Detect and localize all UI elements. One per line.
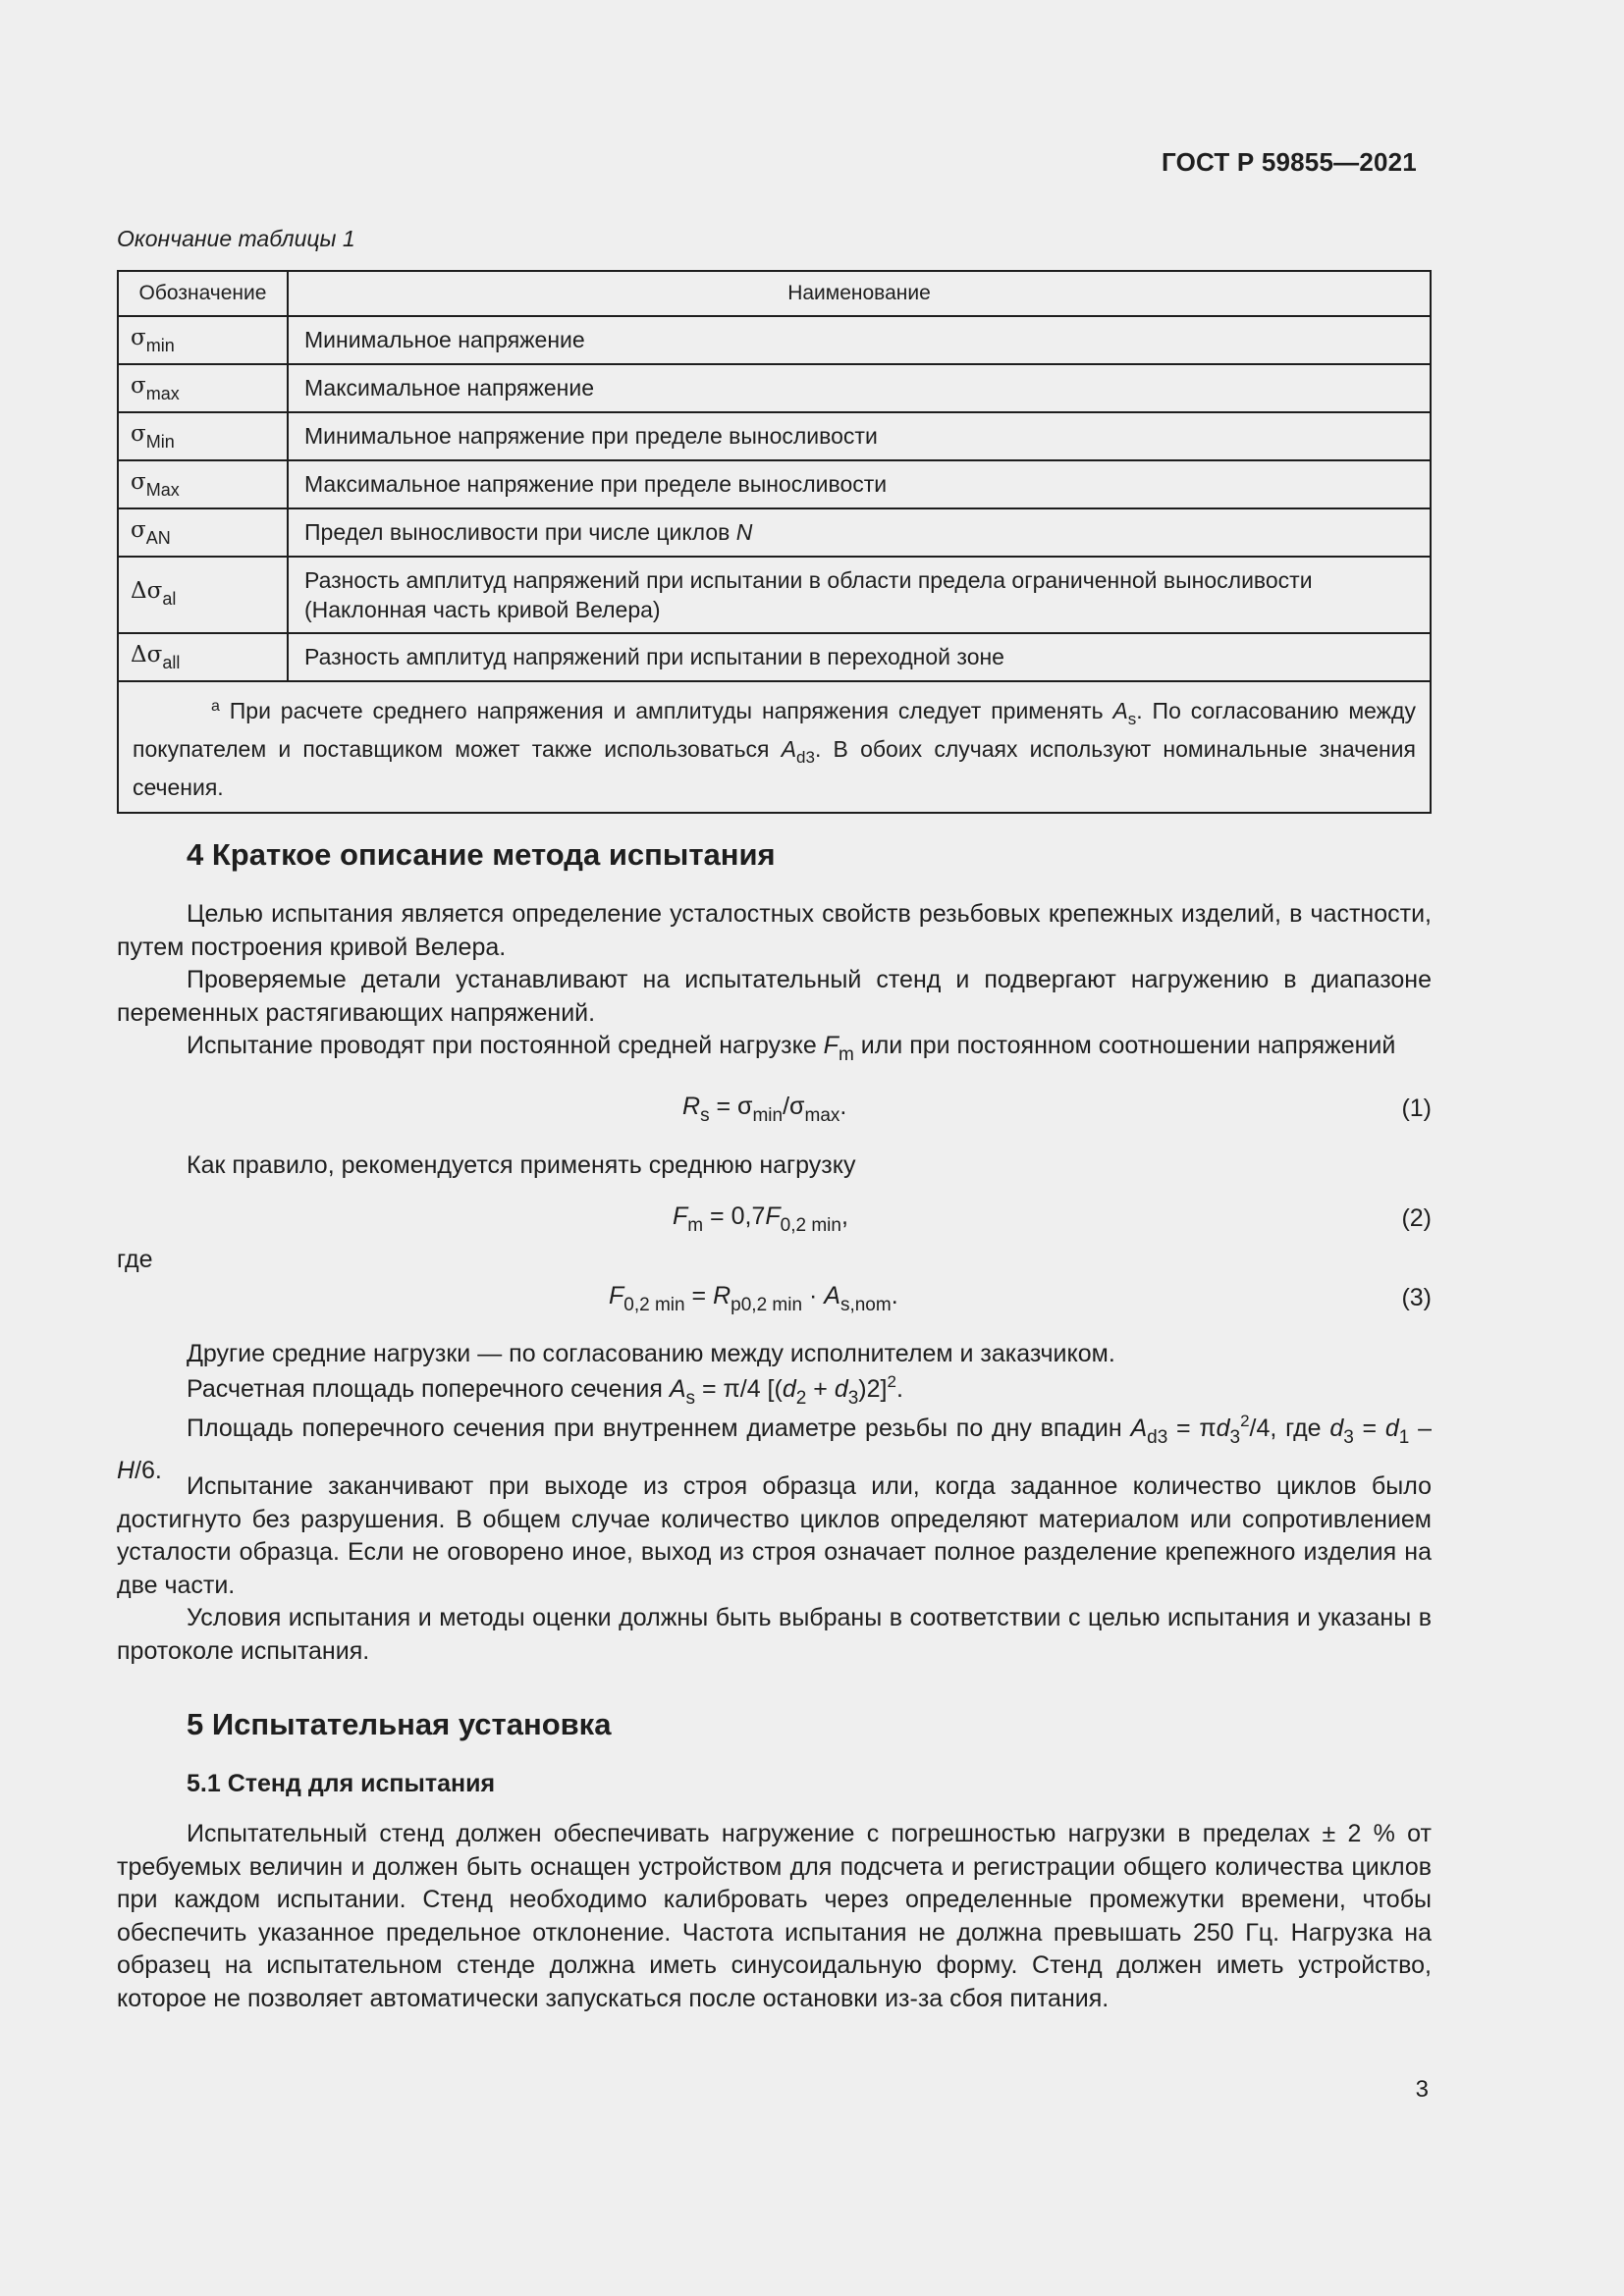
table-footnote: $^a$ При расчете среднего напряжения и амплитуды напряжения следует применять $A_s$. По согласованию между покупателем и поставщиком может также использоваться $A_{d3}$. В обоих случаях используют номинальные значения сечения. (118, 681, 1431, 813)
section-4-title: 4 Краткое описание метода испытания (187, 837, 776, 872)
where-label: где (117, 1246, 153, 1273)
section-4-paragraph-8: Испытание заканчивают при выходе из строя образца или, когда заданное количество циклов было достигнуто без разрушения. В общем случае количество циклов определяют материалом или сопротивлением усталости образца. Если не оговорено иное, выход из строя означает полное разделение крепежного изделия на две части. (117, 1472, 1432, 1599)
section-4-paragraph-3: Испытание проводят при постоянной средней нагрузке $F_m$ или при постоянном соотношении напряжений (187, 1032, 1396, 1065)
symbols-table (117, 270, 1432, 814)
name-cell: Максимальное напряжение (288, 364, 1431, 412)
document-header: ГОСТ Р 59855—2021 (1162, 147, 1417, 177)
table-row (118, 412, 1431, 460)
name-cell: Разность амплитуд напряжений при испытании в переходной зоне (288, 633, 1431, 681)
table-footnote-row (118, 681, 1431, 813)
section-5-1-title: 5.1 Стенд для испытания (187, 1770, 496, 1797)
equation-3: $F_{0,2 min} = R_{p0,2 min} \cdot A_{s,nom}$. (609, 1282, 898, 1315)
column-header-name: Наименование (288, 271, 1431, 316)
equation-3-number: (3) (1401, 1284, 1432, 1311)
table-row (118, 557, 1431, 633)
table-caption: Окончание таблицы 1 (117, 226, 355, 251)
name-cell: Минимальное напряжение (288, 316, 1431, 364)
table-row (118, 364, 1431, 412)
section-4-paragraph-6: Расчетная площадь поперечного сечения $A_s = \pi/4$ $[(d_2 + d_3)2]^2$. (187, 1372, 903, 1409)
symbol-cell: $\sigma_{Min}$ (118, 412, 288, 460)
symbol-cell: $\sigma_{Max}$ (118, 460, 288, 508)
symbol-cell: $\sigma_{min}$ (118, 316, 288, 364)
page-number: 3 (1415, 2076, 1429, 2103)
symbol-cell: $\Delta\sigma_{all}$ (118, 633, 288, 681)
name-cell: Минимальное напряжение при пределе выносливости (288, 412, 1431, 460)
table-row (118, 460, 1431, 508)
section-4-paragraph-2: Проверяемые детали устанавливают на испытательный стенд и подвергают нагружению в диапазоне переменных растягивающих напряжений. (117, 966, 1432, 1027)
equation-1-number: (1) (1401, 1095, 1432, 1122)
table-header-row (118, 271, 1431, 316)
table-row (118, 508, 1431, 557)
symbol-cell: $\sigma_{AN}$ (118, 508, 288, 557)
table-row (118, 316, 1431, 364)
column-header-symbol: Обозначение (118, 271, 288, 316)
equation-2: $F_m = 0,7F_{0,2 min}$, (673, 1202, 848, 1236)
symbol-cell: $\sigma_{max}$ (118, 364, 288, 412)
section-4-paragraph-9: Условия испытания и методы оценки должны быть выбраны в соответствии с целью испытания и указаны в протоколе испытания. (117, 1604, 1432, 1665)
name-cell: Разность амплитуд напряжений при испытании в области предела ограниченной выносливости (Наклонная часть кривой Велера) (288, 557, 1431, 633)
section-4-paragraph-1: Целью испытания является определение усталостных свойств резьбовых крепежных изделий, в частности, путем построения кривой Велера. (117, 900, 1432, 961)
section-5-1-paragraph: Испытательный стенд должен обеспечивать нагружение с погрешностью нагрузки в пределах ± 2 % от требуемых величин и должен быть оснащен устройством для подсчета и регистрации общего количества циклов при каждом испытании. Стенд необходимо калибровать через определенные промежутки времени, чтобы обеспечить указанное предельное отклонение. Частота испытания не должна превышать 250 Гц. Нагрузка на образец на испытательном стенде должна иметь синусоидальную форму. Стенд должен иметь устройство, которое не позволяет автоматически запускаться после остановки из-за сбоя питания. (117, 1820, 1432, 2012)
section-4-paragraph-7: Площадь поперечного сечения при внутреннем диаметре резьбы по дну впадин $A_{d3} = \pi d_3^2/4$, где $d_3 = d_1 - H/6$. (117, 1412, 1432, 1484)
name-cell: Максимальное напряжение при пределе выносливости (288, 460, 1431, 508)
equation-2-number: (2) (1401, 1204, 1432, 1232)
section-4-paragraph-5: Другие средние нагрузки — по согласованию между исполнителем и заказчиком. (187, 1340, 1115, 1367)
section-5-title: 5 Испытательная установка (187, 1707, 612, 1741)
equation-1: $R_s = \sigma_{min}/\sigma_{max}$. (682, 1093, 847, 1126)
name-cell: Предел выносливости при числе циклов N (288, 508, 1431, 557)
section-4-paragraph-4: Как правило, рекомендуется применять среднюю нагрузку (187, 1151, 856, 1179)
table-row (118, 633, 1431, 681)
symbol-cell: $\Delta\sigma_{al}$ (118, 557, 288, 633)
